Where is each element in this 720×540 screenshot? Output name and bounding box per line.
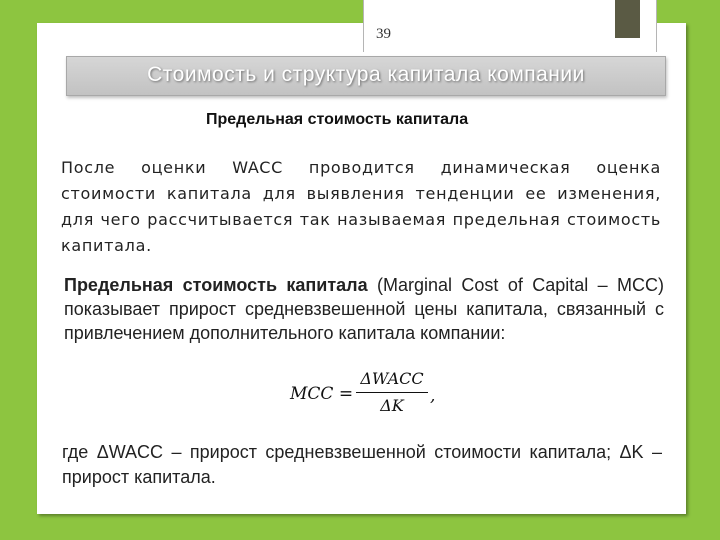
definition-body: (Marginal Cost of Capital – MCC) показывает прирост средневзвешенной цены капитала, связанный с привлечением дополнительного капитала компании: (64, 275, 664, 343)
definition-paragraph (64, 273, 664, 345)
subtitle: Предельная стоимость капитала (206, 111, 469, 128)
mcc-formula (290, 368, 470, 422)
intro-paragraph: После оценки WACC проводится динамическая оценка стоимости капитала для выявления тенденции ее изменения, для чего рассчитывается так называемая предельная стоимость капитала. (61, 158, 661, 255)
fraction-bar (356, 392, 428, 393)
formula-denominator: ΔK (380, 396, 404, 415)
formula-numerator: ΔWACC (360, 369, 424, 388)
definition-term: Предельная стоимость капитала (64, 275, 368, 295)
slide-title: Стоимость и структура капитала компании (147, 63, 585, 86)
decorative-tab (615, 0, 640, 38)
formula-lhs: MCC = (290, 384, 354, 404)
formula-legend: где ΔWACC – прирост средневзвешенной стоимости капитала; ΔK – прирост капитала. (62, 442, 662, 487)
page-number-box (363, 0, 657, 52)
title-bar (66, 56, 666, 96)
formula-comma: , (430, 386, 436, 406)
formula-fraction (356, 368, 428, 417)
page-number: 39 (376, 26, 391, 42)
